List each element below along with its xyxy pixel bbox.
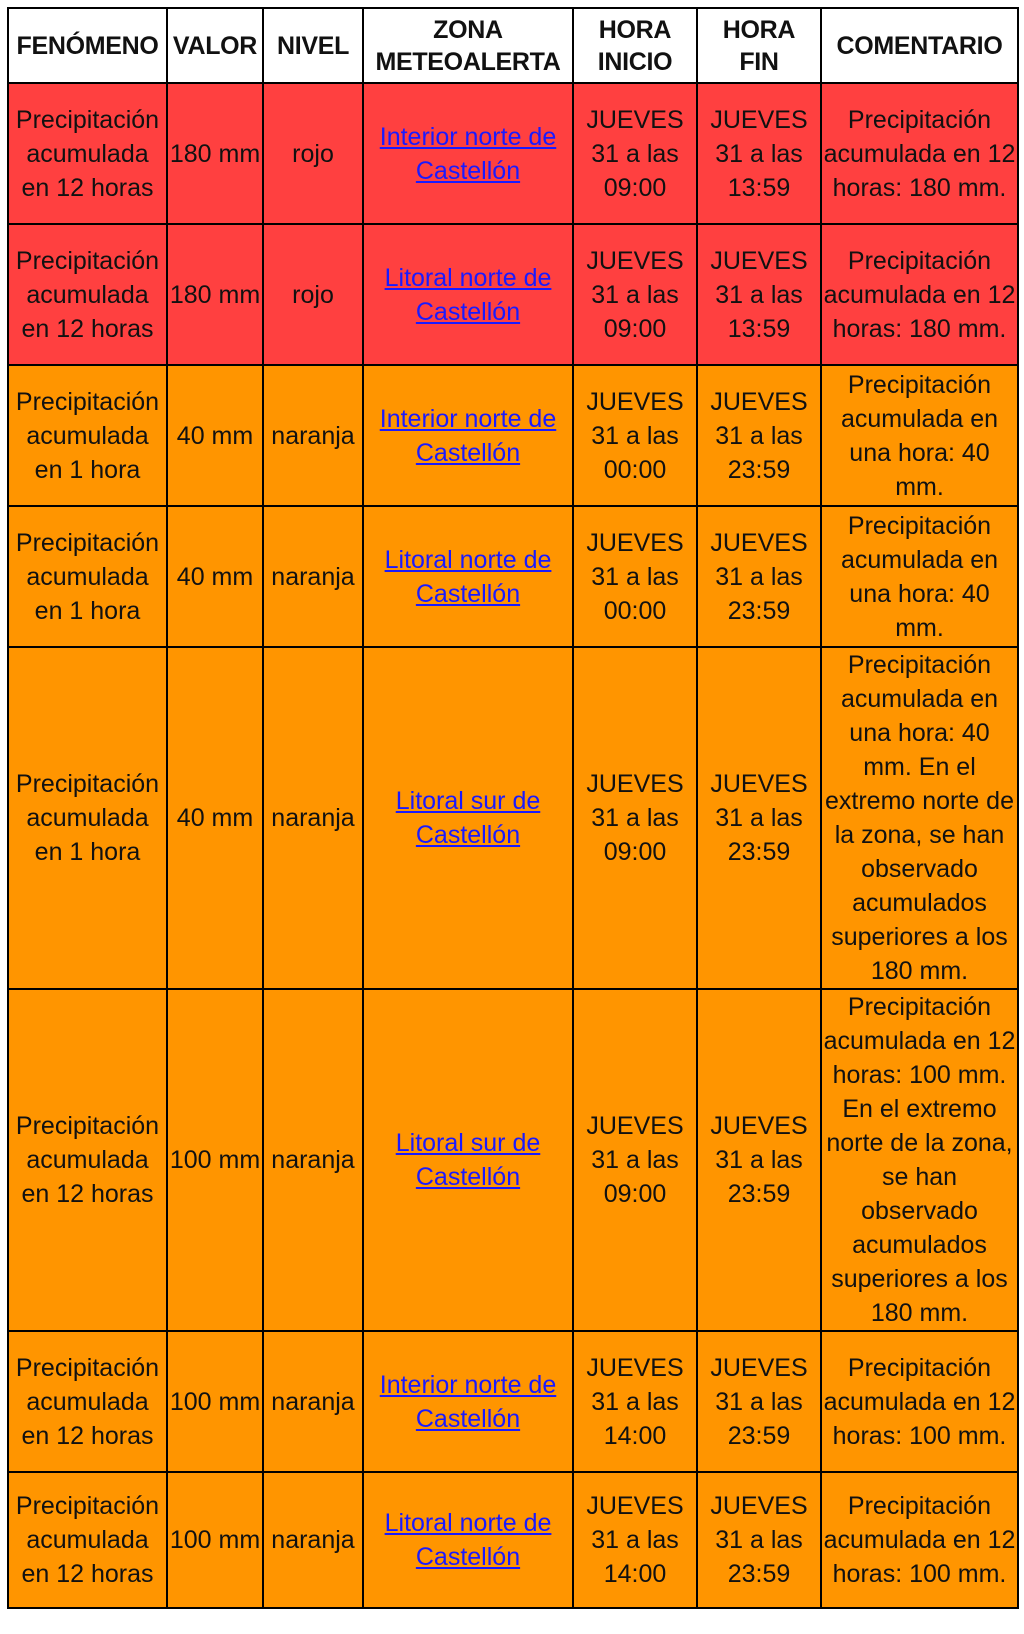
- cell-nivel: naranja: [263, 989, 363, 1331]
- cell-valor: 180 mm: [167, 224, 263, 365]
- cell-hora-inicio: JUEVES 31 a las 09:00: [573, 83, 697, 224]
- zone-link[interactable]: Litoral sur de Castellón: [395, 787, 541, 849]
- cell-nivel: naranja: [263, 1472, 363, 1608]
- cell-zona: [363, 1472, 573, 1608]
- cell-hora-inicio: JUEVES 31 a las 00:00: [573, 506, 697, 647]
- table-row: [8, 224, 1018, 365]
- cell-nivel: naranja: [263, 1331, 363, 1472]
- cell-hora-inicio: JUEVES 31 a las 09:00: [573, 989, 697, 1331]
- cell-hora-fin: JUEVES 31 a las 23:59: [697, 506, 821, 647]
- cell-valor: 100 mm: [167, 1331, 263, 1472]
- zone-link[interactable]: Litoral sur de Castellón: [395, 1129, 541, 1191]
- alerts-table-container: [7, 7, 1017, 1609]
- table-row: [8, 83, 1018, 224]
- zone-link[interactable]: Interior norte de Castellón: [379, 404, 557, 467]
- cell-zona: [363, 989, 573, 1331]
- cell-fenomeno: Precipitación acumulada en 1 hora: [8, 647, 167, 989]
- cell-comentario: Precipitación acumulada en una hora: 40 mm.: [821, 506, 1018, 647]
- cell-valor: 180 mm: [167, 83, 263, 224]
- cell-comentario: Precipitación acumulada en 12 horas: 180 mm.: [821, 83, 1018, 224]
- table-row: [8, 506, 1018, 647]
- cell-nivel: rojo: [263, 224, 363, 365]
- table-row: [8, 647, 1018, 989]
- zone-link[interactable]: Interior norte de Castellón: [379, 1370, 557, 1433]
- cell-fenomeno: Precipitación acumulada en 12 horas: [8, 1472, 167, 1608]
- cell-nivel: rojo: [263, 83, 363, 224]
- zone-link[interactable]: Litoral norte de Castellón: [384, 545, 552, 608]
- cell-hora-fin: JUEVES 31 a las 23:59: [697, 365, 821, 506]
- cell-hora-fin: JUEVES 31 a las 13:59: [697, 83, 821, 224]
- cell-hora-inicio: JUEVES 31 a las 09:00: [573, 224, 697, 365]
- header-hora-inicio: HORA INICIO: [573, 8, 697, 83]
- cell-hora-inicio: JUEVES 31 a las 09:00: [573, 647, 697, 989]
- cell-nivel: naranja: [263, 506, 363, 647]
- cell-hora-inicio: JUEVES 31 a las 00:00: [573, 365, 697, 506]
- header-valor: VALOR: [167, 8, 263, 83]
- cell-zona: [363, 506, 573, 647]
- cell-valor: 40 mm: [167, 506, 263, 647]
- cell-valor: 40 mm: [167, 365, 263, 506]
- cell-fenomeno: Precipitación acumulada en 1 hora: [8, 506, 167, 647]
- cell-fenomeno: Precipitación acumulada en 12 horas: [8, 224, 167, 365]
- cell-hora-fin: JUEVES 31 a las 23:59: [697, 989, 821, 1331]
- cell-comentario: Precipitación acumulada en una hora: 40 mm.: [821, 365, 1018, 506]
- zone-link[interactable]: Litoral norte de Castellón: [384, 263, 552, 326]
- table-row: [8, 365, 1018, 506]
- header-fenomeno: FENÓMENO: [8, 8, 167, 83]
- cell-fenomeno: Precipitación acumulada en 12 horas: [8, 989, 167, 1331]
- cell-comentario: Precipitación acumulada en 12 horas: 100 mm. En el extremo norte de la zona, se han observado acumulados superiores a los 180 mm.: [821, 989, 1018, 1331]
- cell-zona: [363, 1331, 573, 1472]
- cell-fenomeno: Precipitación acumulada en 1 hora: [8, 365, 167, 506]
- cell-zona: [363, 647, 573, 989]
- cell-comentario: Precipitación acumulada en 12 horas: 100 mm.: [821, 1472, 1018, 1608]
- cell-comentario: Precipitación acumulada en 12 horas: 180 mm.: [821, 224, 1018, 365]
- cell-hora-inicio: JUEVES 31 a las 14:00: [573, 1472, 697, 1608]
- header-comentario: COMENTARIO: [821, 8, 1018, 83]
- cell-fenomeno: Precipitación acumulada en 12 horas: [8, 83, 167, 224]
- cell-zona: [363, 224, 573, 365]
- cell-valor: 100 mm: [167, 989, 263, 1331]
- weather-alerts-table: [7, 7, 1019, 1609]
- header-hora-fin: HORA FIN: [697, 8, 821, 83]
- cell-comentario: Precipitación acumulada en una hora: 40 mm. En el extremo norte de la zona, se han observado acumulados superiores a los 180 mm.: [821, 647, 1018, 989]
- zone-link[interactable]: Interior norte de Castellón: [379, 122, 557, 185]
- cell-hora-fin: JUEVES 31 a las 13:59: [697, 224, 821, 365]
- cell-zona: [363, 365, 573, 506]
- header-zona: ZONA METEOALERTA: [363, 8, 573, 83]
- cell-hora-fin: JUEVES 31 a las 23:59: [697, 1331, 821, 1472]
- table-row: [8, 989, 1018, 1331]
- header-nivel: NIVEL: [263, 8, 363, 83]
- cell-comentario: Precipitación acumulada en 12 horas: 100 mm.: [821, 1331, 1018, 1472]
- cell-hora-fin: JUEVES 31 a las 23:59: [697, 1472, 821, 1608]
- zone-link[interactable]: Litoral norte de Castellón: [384, 1509, 552, 1571]
- cell-valor: 40 mm: [167, 647, 263, 989]
- header-row: [8, 8, 1018, 83]
- table-row: [8, 1472, 1018, 1608]
- cell-zona: [363, 83, 573, 224]
- cell-hora-fin: JUEVES 31 a las 23:59: [697, 647, 821, 989]
- cell-valor: 100 mm: [167, 1472, 263, 1608]
- cell-nivel: naranja: [263, 365, 363, 506]
- cell-fenomeno: Precipitación acumulada en 12 horas: [8, 1331, 167, 1472]
- cell-nivel: naranja: [263, 647, 363, 989]
- cell-hora-inicio: JUEVES 31 a las 14:00: [573, 1331, 697, 1472]
- table-row: [8, 1331, 1018, 1472]
